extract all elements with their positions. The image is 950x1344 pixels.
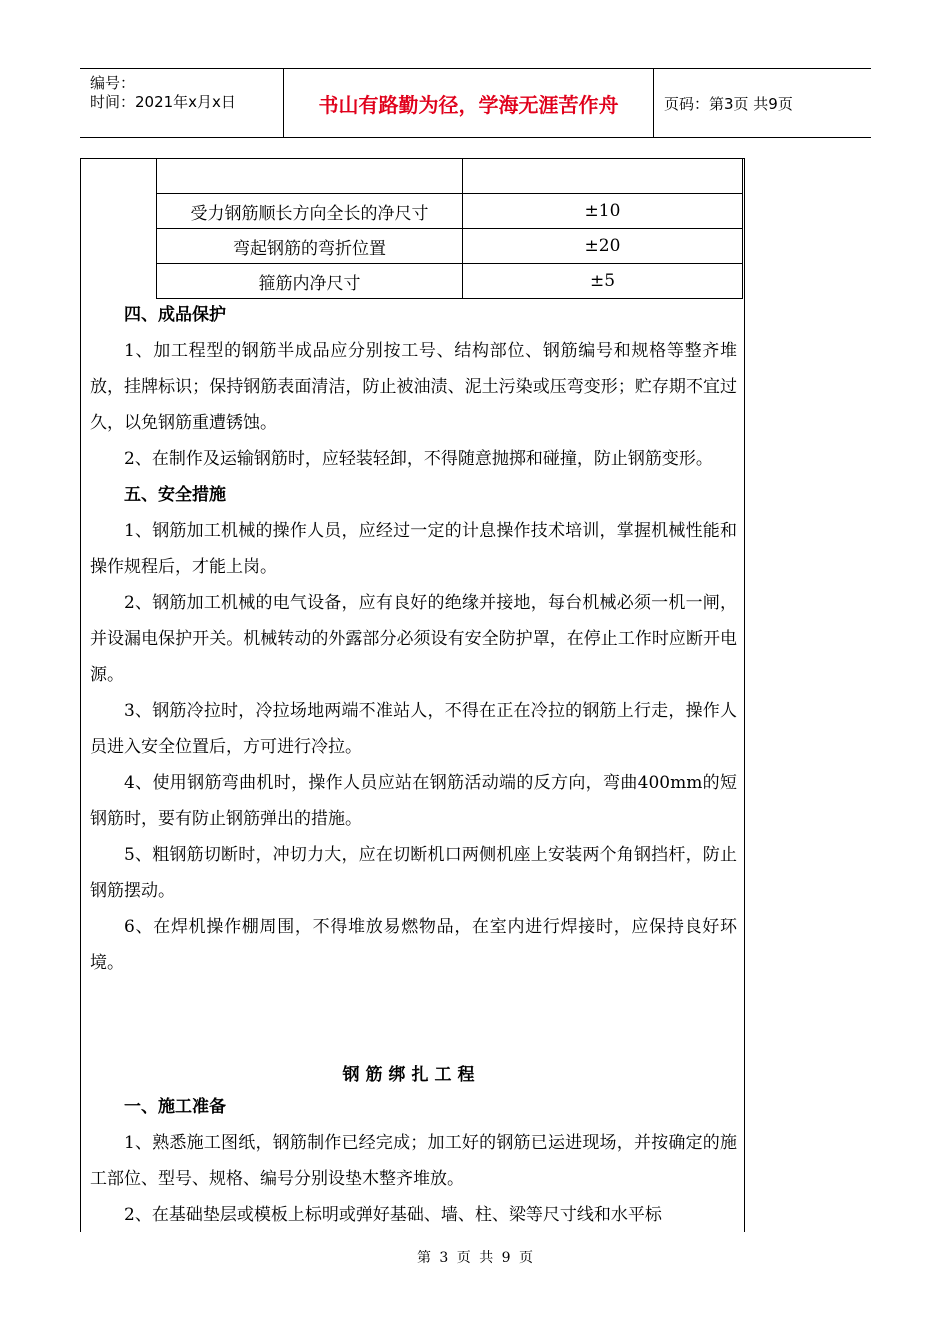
paragraph: 2、钢筋加工机械的电气设备，应有良好的绝缘并接地，每台机械必须一机一闸，并设漏电保护开关。机械转动的外露部分必须设有安全防护罩，在停止工作时应断开电源。 [90, 593, 737, 685]
tolerance-table [156, 158, 743, 299]
header-motto: 书山有路勤为径，学海无涯苦作舟 [284, 69, 654, 137]
document-date-label: 时间：2021年x月x日 [90, 93, 236, 111]
section-heading: 四、成品保护 [124, 305, 226, 325]
page-footer: 第 3 页 共 9 页 [416, 1250, 534, 1266]
section-heading: 五、安全措施 [124, 485, 226, 505]
body-text-upper [90, 297, 737, 981]
table-row [157, 264, 743, 299]
table-cell-value: ±10 [463, 194, 743, 229]
table-cell-value: ±5 [463, 264, 743, 299]
paragraph: 2、在制作及运输钢筋时，应轻装轻卸，不得随意抛掷和碰撞，防止钢筋变形。 [124, 449, 713, 469]
table-cell-item [157, 159, 463, 194]
table-cell-item: 受力钢筋顺长方向全长的净尺寸 [157, 194, 463, 229]
table-cell-value: ±20 [463, 229, 743, 264]
section-heading: 一、施工准备 [124, 1097, 226, 1117]
paragraph: 1、钢筋加工机械的操作人员，应经过一定的计息操作技术培训，掌握机械性能和操作规程后，才能上岗。 [90, 521, 737, 577]
paragraph: 5、粗钢筋切断时，冲切力大，应在切断机口两侧机座上安装两个角钢挡杆，防止钢筋摆动。 [90, 845, 737, 901]
header-meta-cell [80, 69, 284, 137]
paragraph: 4、使用钢筋弯曲机时，操作人员应站在钢筋活动端的反方向，弯曲400mm的短钢筋时，要有防止钢筋弹出的措施。 [90, 773, 737, 829]
table-row [157, 194, 743, 229]
part-title: 钢筋绑扎工程 [342, 1065, 481, 1085]
table-cell-value [463, 159, 743, 194]
page-header [80, 68, 871, 138]
table-cell-item: 弯起钢筋的弯折位置 [157, 229, 463, 264]
table-row [157, 159, 743, 194]
table-cell-item: 箍筋内净尺寸 [157, 264, 463, 299]
body-text-lower [90, 1089, 737, 1233]
paragraph: 1、加工程型的钢筋半成品应分别按工号、结构部位、钢筋编号和规格等整齐堆放，挂牌标识；保持钢筋表面清洁，防止被油渍、泥土污染或压弯变形；贮存期不宜过久，以免钢筋重遭锈蚀。 [90, 341, 737, 433]
document-number-label: 编号： [90, 74, 136, 92]
paragraph: 3、钢筋冷拉时，冷拉场地两端不准站人，不得在正在冷拉的钢筋上行走，操作人员进入安全位置后，方可进行冷拉。 [90, 701, 737, 757]
paragraph: 1、熟悉施工图纸，钢筋制作已经完成；加工好的钢筋已运进现场，并按确定的施工部位、型号、规格、编号分别设垫木整齐堆放。 [90, 1133, 737, 1189]
paragraph: 6、在焊机操作棚周围，不得堆放易燃物品，在室内进行焊接时，应保持良好环境。 [90, 917, 737, 973]
table-row [157, 229, 743, 264]
header-page-code: 页码：第3页 共9页 [664, 95, 793, 113]
paragraph: 2、在基础垫层或模板上标明或弹好基础、墙、柱、梁等尺寸线和水平标 [124, 1205, 662, 1225]
